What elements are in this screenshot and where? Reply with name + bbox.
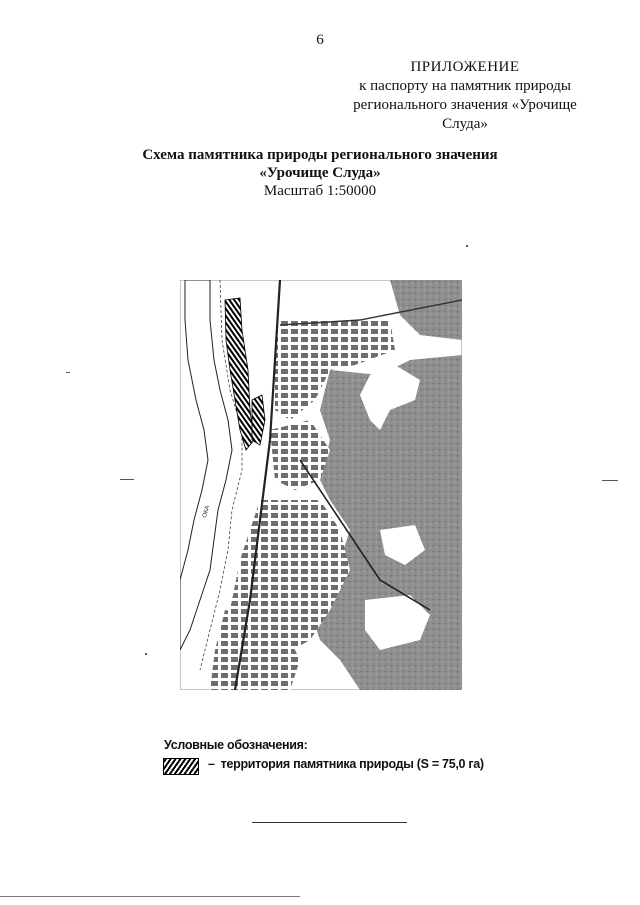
- margin-speck: [602, 480, 618, 481]
- legend-item-text: территория памятника природы (S = 75,0 га): [220, 757, 484, 771]
- site-map: [180, 280, 462, 690]
- margin-speck: [120, 479, 134, 480]
- appendix-title: ПРИЛОЖЕНИЕ: [410, 59, 520, 75]
- scheme-scale: Масштаб 1:50000: [263, 183, 377, 199]
- scheme-title-block: [80, 146, 560, 200]
- appendix-header: [330, 58, 600, 134]
- margin-speck: [66, 372, 70, 373]
- legend-hatch-swatch: [163, 758, 199, 775]
- appendix-line-1: к паспорту на памятник природы: [359, 78, 571, 94]
- bottom-scan-edge: [0, 896, 300, 897]
- legend-title: Условные обозначения:: [164, 738, 308, 752]
- appendix-line-3: Слуда»: [442, 116, 488, 132]
- legend-dash: –: [208, 757, 215, 771]
- scheme-title-line-1: Схема памятника природы регионального значения: [142, 147, 498, 163]
- footer-rule: [252, 822, 407, 823]
- margin-speck: [466, 245, 468, 247]
- river-label: ОКА: [202, 505, 212, 519]
- scheme-title-line-2: «Урочище Слуда»: [259, 165, 381, 181]
- page-number: 6: [316, 32, 324, 48]
- legend-item: [208, 757, 484, 771]
- margin-speck: [145, 653, 147, 655]
- appendix-line-2: регионального значения «Урочище: [353, 97, 577, 113]
